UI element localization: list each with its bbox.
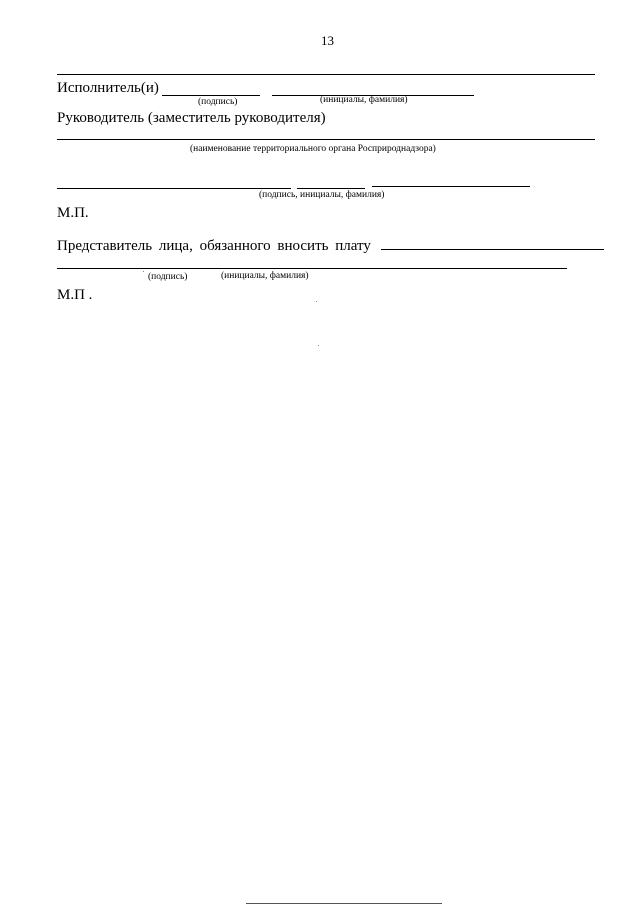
head-signature-line-2	[297, 188, 365, 189]
executor-label: Исполнитель(и)	[57, 80, 159, 96]
payer-rep-name-caption: (инициалы, фамилия)	[221, 271, 309, 281]
payer-rep-signature-line	[57, 268, 567, 269]
head-org-caption: (наименование территориального органа Росприроднадзора)	[190, 144, 436, 154]
executor-signature-line	[162, 95, 260, 96]
top-rule	[57, 74, 595, 75]
head-signature-line-1	[57, 188, 291, 189]
page-number: 13	[321, 33, 334, 48]
executor-name-caption: (инициалы, фамилия)	[320, 95, 408, 105]
scan-speck	[318, 345, 319, 346]
head-label: Руководитель (заместитель руководителя)	[57, 110, 326, 126]
head-signature-line-3	[372, 186, 530, 187]
head-org-line	[57, 139, 595, 140]
payer-rep-name-line	[381, 249, 604, 250]
executor-signature-caption: (подпись)	[198, 97, 238, 107]
payer-rep-stamp: М.П .	[57, 287, 93, 303]
scan-speck	[316, 301, 317, 302]
head-signature-caption: (подпись, инициалы, фамилия)	[259, 190, 385, 200]
scan-speck	[143, 271, 144, 272]
payer-rep-signature-caption: (подпись)	[148, 272, 188, 282]
payer-rep-label: Представитель лица, обязанного вносить плату	[57, 238, 371, 254]
scan-bottom-edge	[246, 903, 442, 904]
head-stamp: М.П.	[57, 205, 89, 221]
